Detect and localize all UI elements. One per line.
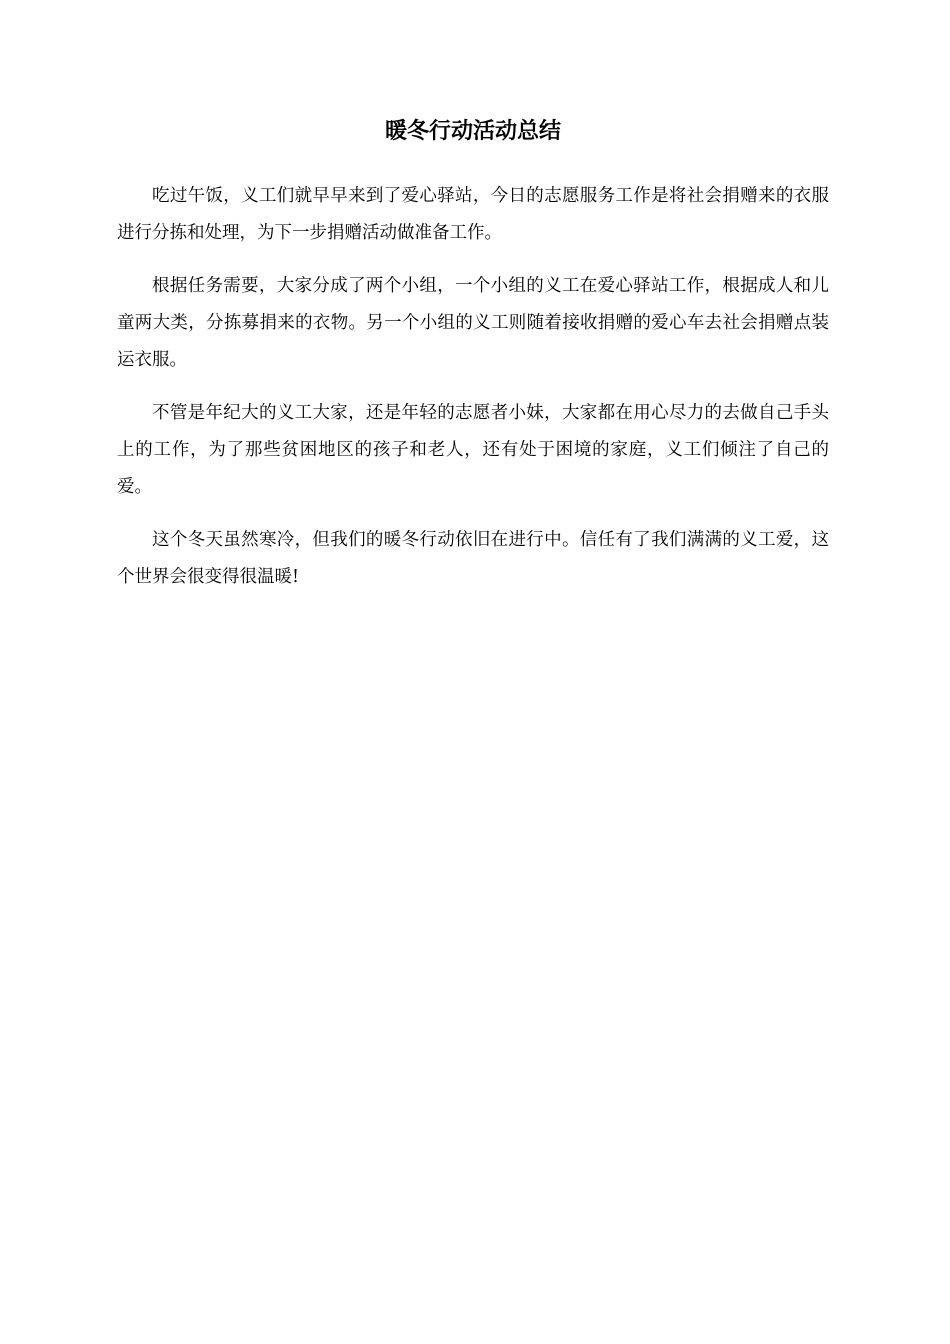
paragraph-1: 吃过午饭，义工们就早早来到了爱心驿站，今日的志愿服务工作是将社会捐赠来的衣服进行分拣和处理，为下一步捐赠活动做准备工作。 [117, 186, 829, 243]
document-body [117, 112, 829, 612]
paragraph-4: 这个冬天虽然寒冷，但我们的暖冬行动依旧在进行中。信任有了我们满满的义工爱，这个世界会很变得很温暖! [117, 530, 829, 587]
document-title: 暖冬行动活动总结 [384, 119, 561, 144]
paragraph-2: 根据任务需要，大家分成了两个小组，一个小组的义工在爱心驿站工作，根据成人和儿童两大类，分拣募捐来的衣物。另一个小组的义工则随着接收捐赠的爱心车去社会捐赠点装运衣服。 [117, 276, 829, 370]
paragraph-3: 不管是年纪大的义工大家，还是年轻的志愿者小妹，大家都在用心尽力的去做自己手头上的工作，为了那些贫困地区的孩子和老人，还有处于困境的家庭，义工们倾注了自己的爱。 [117, 403, 829, 497]
